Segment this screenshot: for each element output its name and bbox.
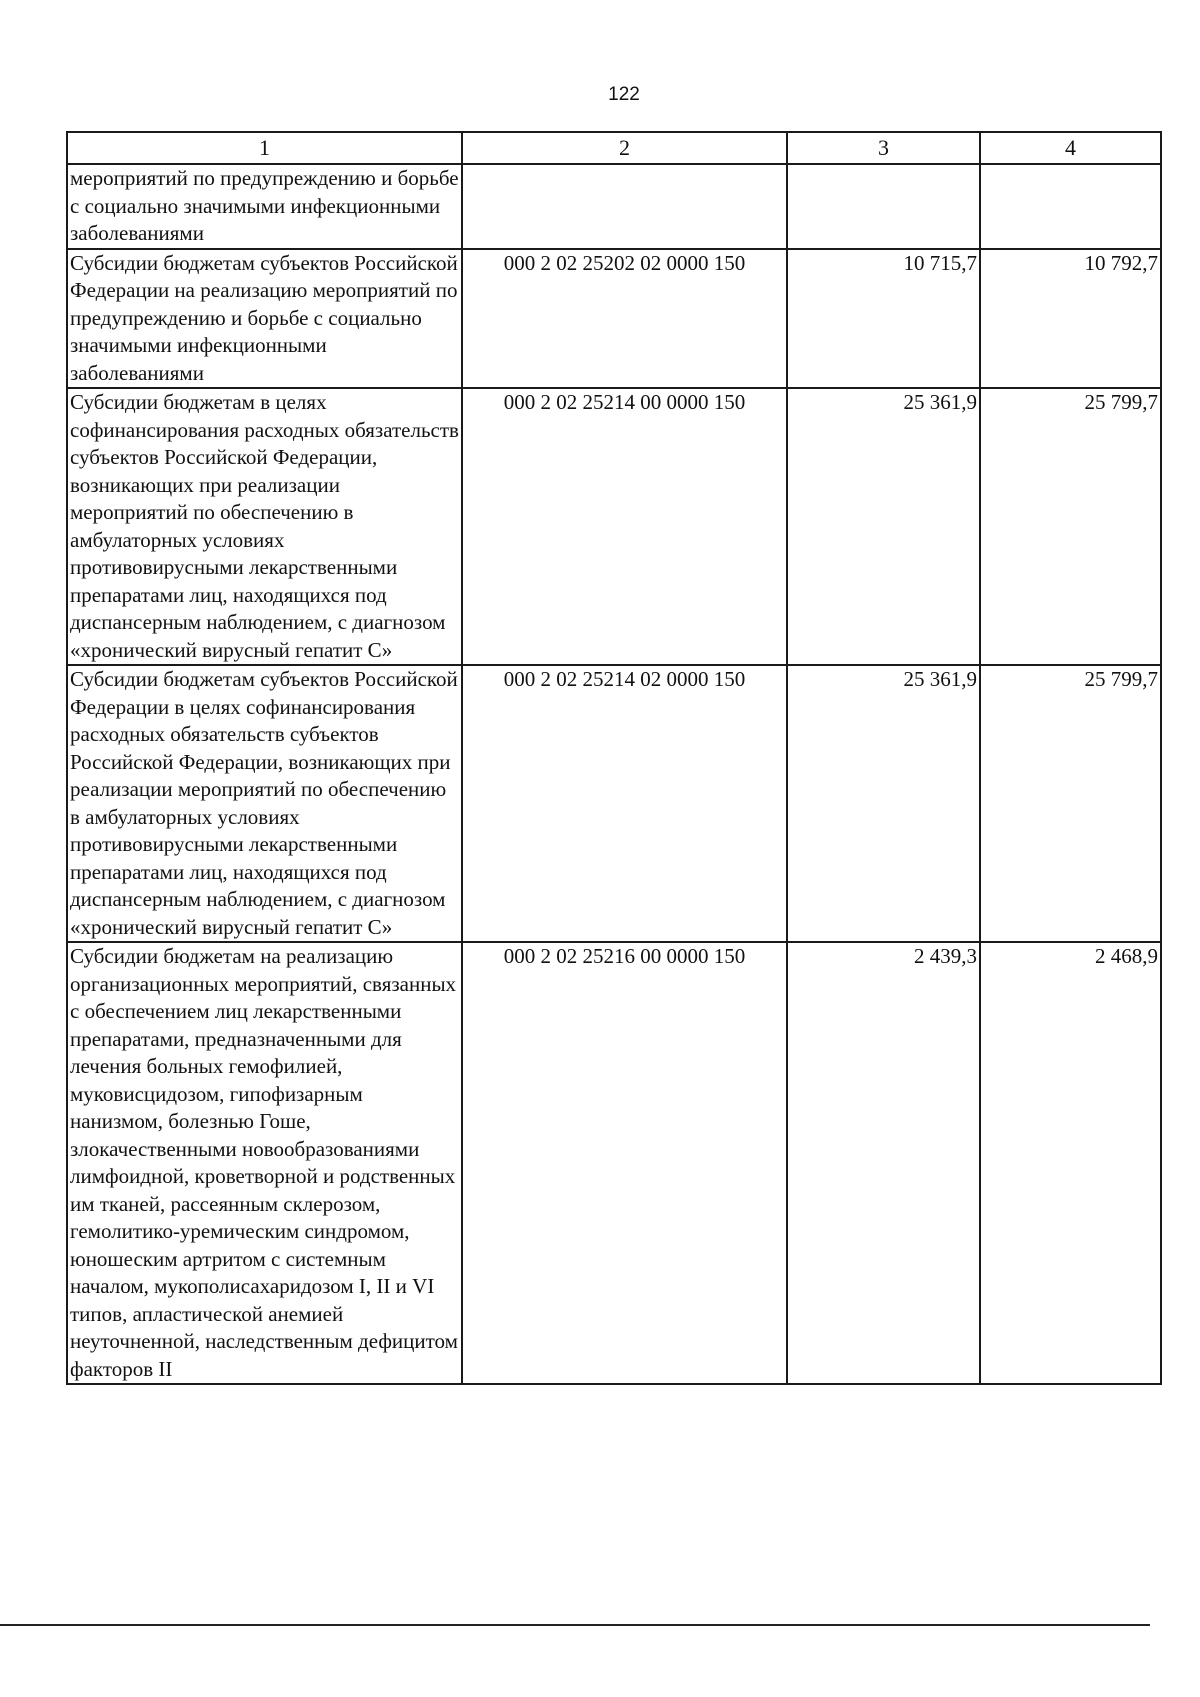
row-code: 000 2 02 25216 00 0000 150 bbox=[462, 942, 787, 1384]
page-number: 122 bbox=[608, 84, 640, 105]
row-value-col3: 10 715,7 bbox=[787, 249, 980, 389]
row-value-col3: 2 439,3 bbox=[787, 942, 980, 1384]
row-value-col4: 10 792,7 bbox=[980, 249, 1161, 389]
table-row bbox=[67, 942, 1161, 1384]
column-header: 2 bbox=[462, 132, 787, 164]
column-header: 4 bbox=[980, 132, 1161, 164]
row-description: мероприятий по предупреждению и борьбе с социально значимыми инфекционными заболеваниями bbox=[67, 164, 462, 249]
row-description: Субсидии бюджетам субъектов Российской Федерации в целях софинансирования расходных обязательств субъектов Российской Федерации, возникающих при реализации мероприятий по обеспечению в амбулаторных условиях противовирусными лекарственными препаратами лиц, находящихся под диспансерным наблюдением, с диагнозом «хронический вирусный гепатит С» bbox=[67, 665, 462, 942]
row-value-col3 bbox=[787, 164, 980, 249]
row-value-col3: 25 361,9 bbox=[787, 388, 980, 665]
row-code bbox=[462, 164, 787, 249]
row-description: Субсидии бюджетам на реализацию организационных мероприятий, связанных с обеспечением лиц лекарственными препаратами, предназначенными для лечения больных гемофилией, муковисцидозом, гипофизарным нанизмом, болезнью Гоше, злокачественными новообразованиями лимфоидной, кроветворной и родственных им тканей, рассеянным склерозом, гемолитико-уремическим синдромом, юношеским артритом с системным началом, мукополисахаридозом I, II и VI типов, апластической анемией неуточненной, наследственным дефицитом факторов II bbox=[67, 942, 462, 1384]
row-code: 000 2 02 25214 00 0000 150 bbox=[462, 388, 787, 665]
row-value-col4: 25 799,7 bbox=[980, 665, 1161, 942]
bottom-divider bbox=[0, 1624, 1150, 1626]
table-row bbox=[67, 388, 1161, 665]
row-value-col4 bbox=[980, 164, 1161, 249]
table-header-row bbox=[67, 132, 1161, 164]
row-code: 000 2 02 25202 02 0000 150 bbox=[462, 249, 787, 389]
column-header: 3 bbox=[787, 132, 980, 164]
row-value-col4: 25 799,7 bbox=[980, 388, 1161, 665]
table-row bbox=[67, 164, 1161, 249]
budget-table bbox=[66, 131, 1162, 1385]
row-code: 000 2 02 25214 02 0000 150 bbox=[462, 665, 787, 942]
row-description: Субсидии бюджетам в целях софинансирования расходных обязательств субъектов Российской Федерации, возникающих при реализации мероприятий по обеспечению в амбулаторных условиях противовирусными лекарственными препаратами лиц, находящихся под диспансерным наблюдением, с диагнозом «хронический вирусный гепатит С» bbox=[67, 388, 462, 665]
table-row bbox=[67, 249, 1161, 389]
row-description: Субсидии бюджетам субъектов Российской Федерации на реализацию мероприятий по предупреждению и борьбе с социально значимыми инфекционными заболеваниями bbox=[67, 249, 462, 389]
row-value-col4: 2 468,9 bbox=[980, 942, 1161, 1384]
column-header: 1 bbox=[67, 132, 462, 164]
row-value-col3: 25 361,9 bbox=[787, 665, 980, 942]
table-row bbox=[67, 665, 1161, 942]
